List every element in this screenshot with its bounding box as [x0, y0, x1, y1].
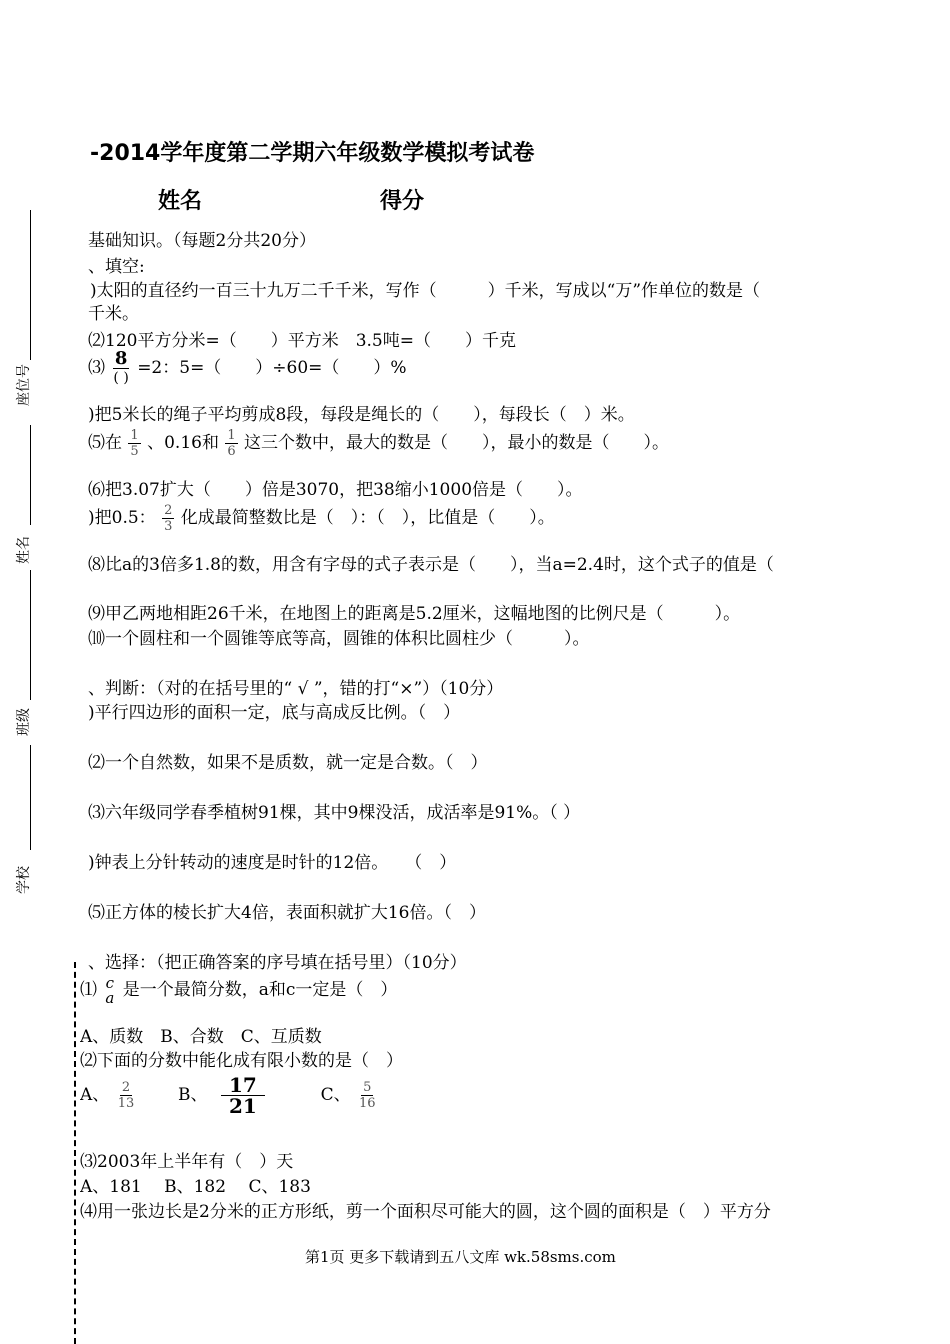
question-2-1: )平行四边形的面积一定，底与高成反比例。（ ） [88, 703, 461, 723]
question-1-10: ⑽一个圆柱和一个圆锥等底等高，圆锥的体积比圆柱少（ ）。 [88, 629, 590, 649]
question-1-6: ⑹把3.07扩大（ ）倍是3070，把38缩小1000倍是（ ）。 [88, 480, 583, 500]
question-3-4: ⑷用一张边长是2分米的正方形纸，剪一个面积尽可能大的圆，这个圆的面积是（ ）平方分 [80, 1202, 771, 1222]
page-title: -2014学年度第二学期六年级数学模拟考试卷 [90, 141, 535, 166]
seat-label: 座位号 [16, 364, 32, 406]
section1-heading: 基础知识。（每题2分共20分） [88, 231, 316, 251]
name-side-label: 姓名 [16, 536, 32, 564]
q1-fraction: c a [105, 975, 115, 1006]
question-1-8: ⑻比a的3倍多1.8的数，用含有字母的式子表示是（ ），当a=2.4时，这个式子的值是（ [88, 555, 774, 575]
page-footer: 第1页 更多下载请到五八文库 wk.58sms.com [305, 1248, 616, 1266]
question-1-9: ⑼甲乙两地相距26千米，在地图上的距离是5.2厘米，这幅地图的比例尺是（ ）。 [88, 604, 741, 624]
score-label: 得分 [380, 189, 425, 214]
question-1-5: ⑸在 $\frac{1}{5}$ 、0.16和 $\frac{1}{6}$ 这三个数中，最大的数是（ ），最小的数是（ ）。 [88, 428, 670, 459]
question-1-3 [88, 350, 407, 387]
q5-fraction-1: $\frac{1}{5}$ [130, 428, 139, 459]
binding-line-top [30, 210, 31, 360]
binding-line-4 [30, 745, 31, 850]
question-1-7: )把0.5： $\frac{2}{3}$ 化成最简整数比是（ ）：（ ），比值是（ ）。 [88, 503, 555, 534]
section2-heading: 、判断：（对的在括号里的“ √ ”，错的打“×”）（10分） [88, 679, 504, 699]
question-2-2: ⑵一个自然数，如果不是质数，就一定是合数。（ ） [88, 753, 488, 773]
q3-prefix: ⑶ [88, 358, 105, 378]
class-side-label: 班级 [16, 708, 32, 736]
binding-line-3 [30, 570, 31, 700]
name-label: 姓名 [158, 189, 203, 214]
question-2-4: )钟表上分针转动的速度是时针的12倍。 （ ） [88, 853, 457, 873]
question-3-2-options: A、 $\frac{2}{13}$ B、 $\frac{17}{21}$ C、 $\frac{5}{16}$ [80, 1075, 376, 1116]
school-side-label: 学校 [16, 866, 32, 894]
question-1-1a: )太阳的直径约一百三十九万二千千米，写作（ ）千米，写成以“万”作单位的数是（ [90, 281, 761, 301]
cut-line [74, 962, 76, 1344]
q3-fraction: $\frac{8}{( )}$ [113, 350, 129, 386]
question-3-1-options: A、质数 B、合数 C、互质数 [80, 1027, 322, 1047]
section3-heading: 、选择：（把正确答案的序号填在括号里）（10分） [88, 953, 467, 973]
question-2-3: ⑶六年级同学春季植树91棵，其中9棵没活，成活率是91%。（ ） [88, 803, 581, 823]
question-3-3-options: A、181 B、182 C、183 [80, 1177, 311, 1197]
option-a-fraction: $\frac{2}{13}$ [117, 1080, 135, 1111]
question-3-3: ⑶2003年上半年有（ ）天 [80, 1152, 294, 1172]
q5-fraction-2: $\frac{1}{6}$ [227, 428, 236, 459]
fill-heading: 、填空: [88, 257, 145, 277]
binding-line-2 [30, 425, 31, 525]
q3-rest: =2：5=（ ）÷60=（ ）% [137, 358, 407, 378]
q7-fraction: $\frac{2}{3}$ [164, 503, 173, 534]
option-c-fraction: $\frac{5}{16}$ [359, 1080, 376, 1111]
question-3-1: ⑴ c a 是一个最简分数，a和c一定是（ ） [80, 975, 398, 1006]
question-1-2: ⑵120平方分米=（ ）平方米 3.5吨=（ ）千克 [88, 331, 516, 351]
option-b-fraction: $\frac{17}{21}$ [221, 1075, 265, 1116]
question-1-1b: 千米。 [88, 304, 139, 324]
question-2-5: ⑸正方体的棱长扩大4倍，表面积就扩大16倍。（ ） [88, 903, 486, 923]
question-3-2: ⑵下面的分数中能化成有限小数的是（ ） [80, 1051, 403, 1071]
question-1-4: )把5米长的绳子平均剪成8段，每段是绳长的（ ），每段长（ ）米。 [88, 405, 635, 425]
